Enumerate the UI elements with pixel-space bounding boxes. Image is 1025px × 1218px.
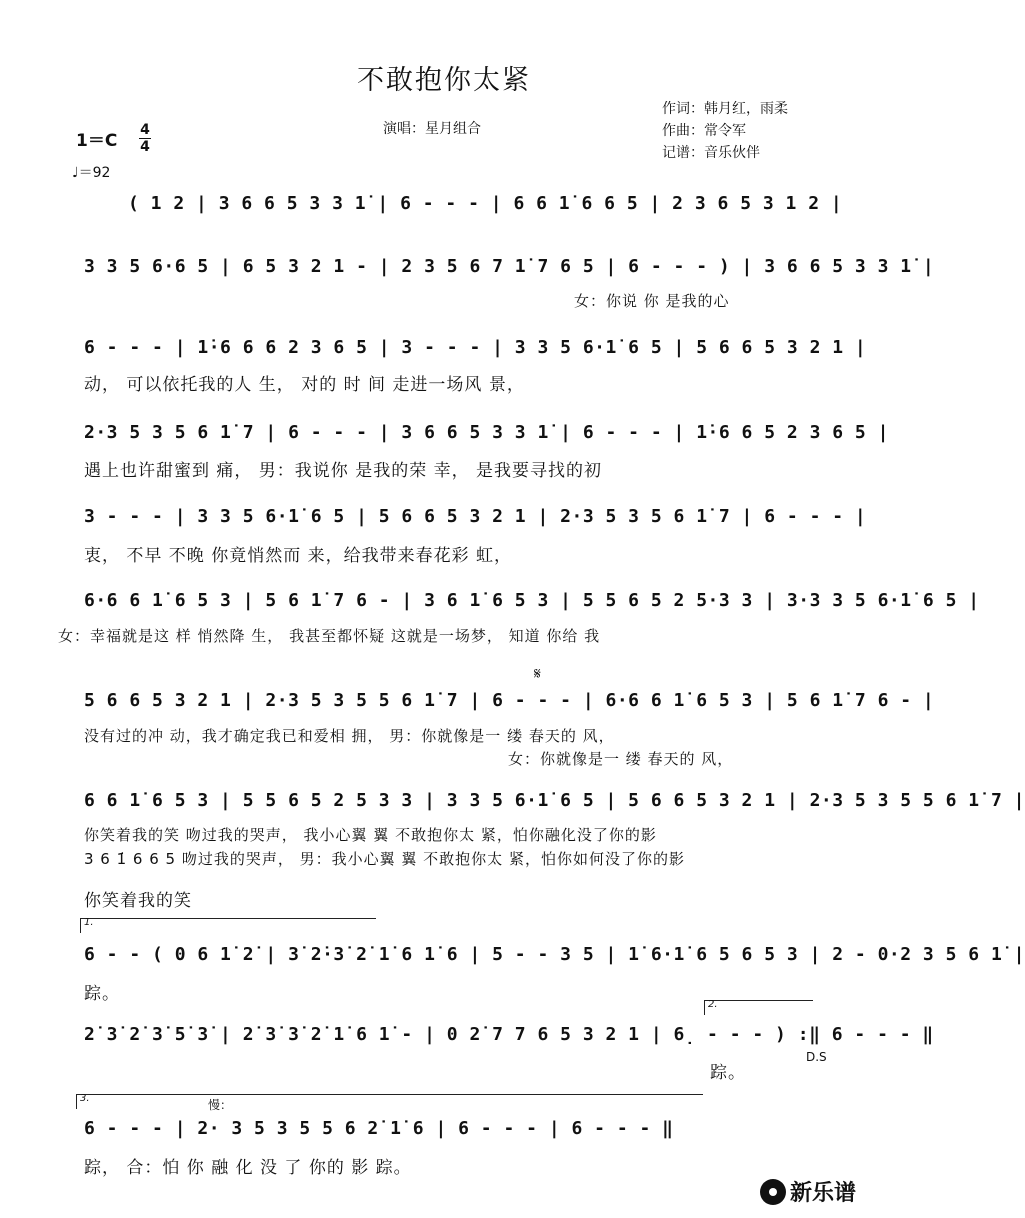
lyric-line-6: 女：幸福就是这 样 悄然降 生， 我甚至都怀疑 这就是一场梦， 知道 你给 我 xyxy=(58,627,601,645)
singer-credit: 演唱：星月组合 xyxy=(383,121,481,137)
volta-bracket-1 xyxy=(80,918,376,933)
lyric-line-11: 踪， 合：怕 你 融 化 没 了 你的 影 踪。 xyxy=(84,1158,412,1178)
lyric-line-10: 踪。 xyxy=(710,1063,746,1083)
lyric-line-5: 衷， 不早 不晚 你竟悄然而 来，给我带来春花彩 虹， xyxy=(84,546,513,566)
watermark-logo xyxy=(760,1176,856,1207)
lyric-line-8a: 你笑着我的笑 吻过我的哭声， 我小心翼 翼 不敢抱你太 紧，怕你融化没了你的影 xyxy=(84,826,657,844)
lyric-line-9: 踪。 xyxy=(84,984,120,1004)
dal-segno-mark: D.S xyxy=(806,1050,827,1064)
lyric-line-7b: 女：你就像是一 缕 春天的 风， xyxy=(508,750,734,768)
notation-line-8: 6 6 1̇ 6 5 3 | 5 5 6 5 2 5 3 3 | 3 3 5 6·1̇ 6 5 | 5 6 6 5 3 2 1 | 2·3 5 3 5 5 6 1̇ 7 | xyxy=(84,790,1025,811)
lyric-line-8b: 3 6 1̇ 6 6 5 吻过我的哭声， 男：我小心翼 翼 不敢抱你太 紧，怕你如何没了你的影 xyxy=(84,850,685,868)
volta-bracket-3 xyxy=(76,1094,703,1109)
lyric-line-4: 遇上也许甜蜜到 痛， 男：我说你 是我的荣 幸， 是我要寻找的初 xyxy=(84,461,603,481)
watermark-text: 新乐谱 xyxy=(790,1181,857,1206)
composer-credit: 作曲：常令军 xyxy=(662,123,746,139)
lyric-line-2: 女：你说 你 是我的心 xyxy=(574,292,730,310)
notation-line-11: 6 - - - | 2· 3 5 3 5 5 6 2̇ 1̇ 6 | 6 - - - | 6 - - - ‖ xyxy=(84,1118,674,1139)
notation-line-10: 2̇ 3̇ 2̇ 3̇ 5̇ 3̇ | 2̇ 3̇ 3̇ 2̇ 1̇ 6 1̇ - | 0 2̇ 7 7 6 5 3 2 1 | 6̣ - - - ) :‖ 6 - - - ‖ xyxy=(84,1024,934,1045)
notation-line-9: 6 - - ( 0 6 1̇ 2̇ | 3̇ 2̇·3̇ 2̇ 1̇ 6 1̇ 6 | 5 - - 3 5 | 1̇ 6·1̇ 6 5 6 5 3 | 2 - 0·2 3 5 6 1̇ | xyxy=(84,944,1025,965)
time-signature xyxy=(139,122,151,155)
lyricist-credit: 作词：韩月红，雨柔 xyxy=(662,101,788,117)
time-signature-top: 4 xyxy=(140,122,150,138)
slow-tempo-mark: 慢： xyxy=(208,1098,233,1112)
key-signature: 1＝C xyxy=(76,131,118,151)
notation-line-7: 5 6 6 5 3 2 1 | 2·3 5 3 5 5 6 1̇ 7 | 6 - - - | 6·6 6 1̇ 6 5 3 | 5 6 1̇ 7 6 - | xyxy=(84,690,935,711)
notation-line-2: 3 3 5 6·6 5 | 6 5 3 2 1 - | 2 3 5 6 7 1̇ 7 6 5 | 6 - - - ) | 3 6 6 5 3 3 1̇ | xyxy=(84,256,935,277)
volta-label-3: 3. xyxy=(80,1093,90,1104)
transcriber-credit: 记谱：音乐伙伴 xyxy=(662,145,760,161)
record-disc-icon xyxy=(760,1179,786,1205)
notation-line-3: 6 - - - | 1̇·6 6 6 2 3 6 5 | 3 - - - | 3 3 5 6·1̇ 6 5 | 5 6 6 5 3 2 1 | xyxy=(84,337,867,358)
notation-line-5: 3 - - - | 3 3 5 6·1̇ 6 5 | 5 6 6 5 3 2 1 | 2·3 5 3 5 6 1̇ 7 | 6 - - - | xyxy=(84,506,867,527)
song-title: 不敢抱你太紧 xyxy=(357,65,531,96)
lyric-line-7a: 没有过的冲 动，我才确定我已和爱相 拥， 男：你就像是一 缕 春天的 风， xyxy=(84,727,615,745)
segno-sign: 𝄋 xyxy=(534,664,541,683)
volta-label-1: 1. xyxy=(84,917,94,928)
credits-block xyxy=(662,98,788,164)
lyric-line-8c: 你笑着我的笑 xyxy=(84,891,192,911)
volta-label-2: 2. xyxy=(708,999,718,1010)
tempo-marking: ♩＝92 xyxy=(72,165,111,181)
notation-line-4: 2·3 5 3 5 6 1̇ 7 | 6 - - - | 3 6 6 5 3 3 1̇ | 6 - - - | 1̇·6 6 5 2 3 6 5 | xyxy=(84,422,889,443)
lyric-line-3: 动， 可以依托我的人 生， 对的 时 间 走进一场风 景， xyxy=(84,375,525,395)
notation-line-1: ( 1 2 | 3 6 6 5 3 3 1̇ | 6 - - - | 6 6 1̇ 6 6 5 | 2 3 6 5 3 1 2 | xyxy=(128,193,843,214)
notation-line-6: 6·6 6 1̇ 6 5 3 | 5 6 1̇ 7 6 - | 3 6 1̇ 6 5 3 | 5 5 6 5 2 5·3 3 | 3·3 3 5 6·1̇ 6 5 | xyxy=(84,590,980,611)
volta-bracket-2 xyxy=(704,1000,813,1015)
time-signature-bottom: 4 xyxy=(140,139,150,155)
